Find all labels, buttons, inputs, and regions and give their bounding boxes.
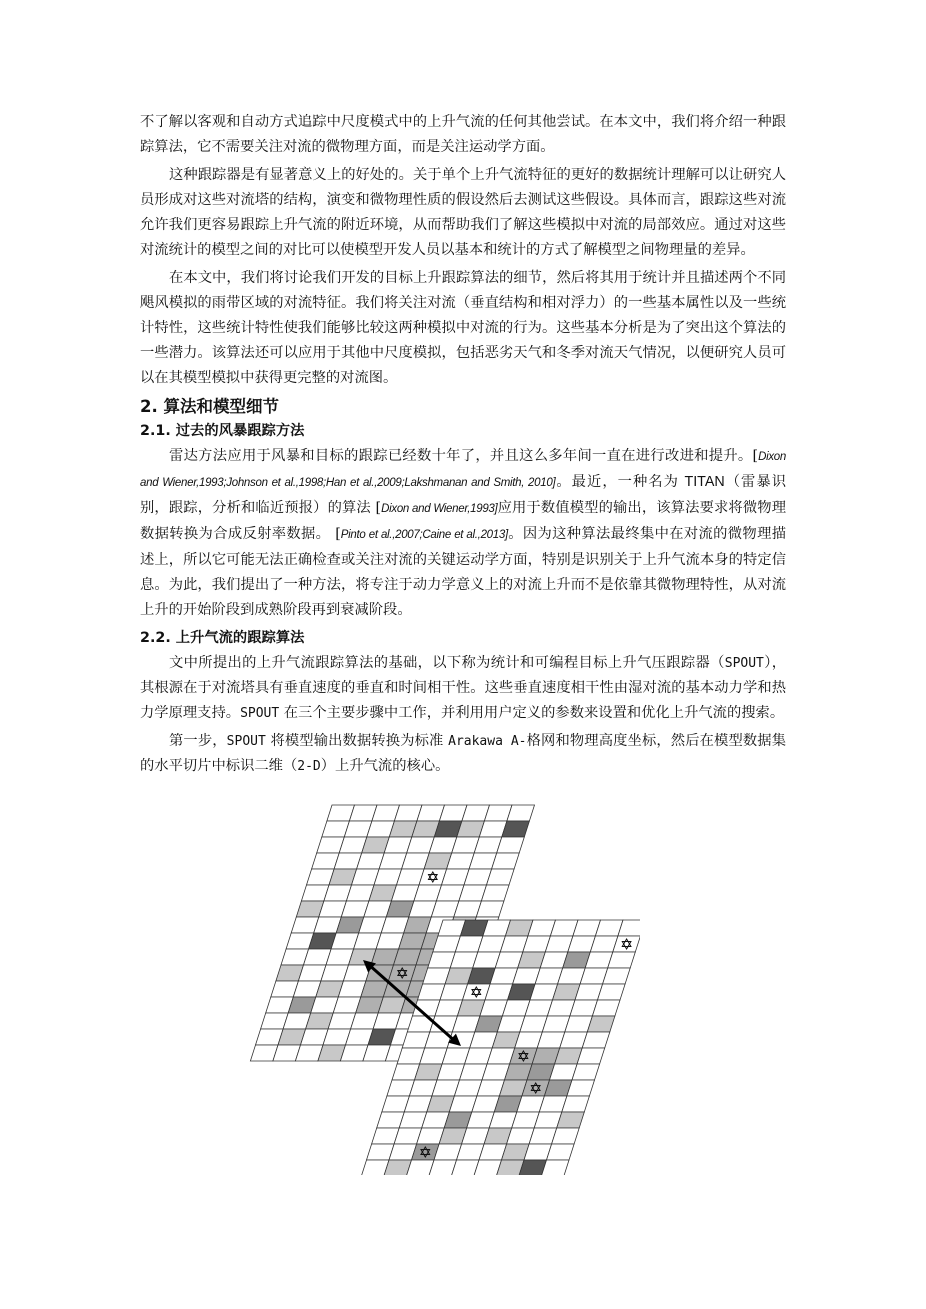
section-2-2-paragraph-2 [140,729,786,779]
grid-cell [547,1144,575,1160]
intro-paragraph-3: 在本文中，我们将讨论我们开发的目标上升跟踪算法的细节，然后将其用于统计并且描述两个不同飓风模拟的雨带区域的对流特征。我们将关注对流（垂直结构和相对浮力）的一些基本属性以及一些统计特性，这些统计特性使我们能够比较这两种模拟中对流的行为。这些基本分析是为了突出这个算法的一些潜力。该算法还可以应用于其他中尺度模拟，包括恶劣天气和冬季对流天气情况，以便研究人员可以在其模型模拟中获得更完整的对流图。 [140,270,786,386]
text-run: 。因为这种算法最终集中在对流的微物理描述上，所以它可能无法正确检查或关注对流的关键运动学方面，特别是识别关于上升气流本身的特定信息。为此，我们提出了一种方法，将专注于动力学意义上的对流上升而不是依靠其微物理特性，从对流上升的开始阶段到成熟阶段再到衰减阶段。 [140,526,787,618]
text-run: 格网和物理高度坐标，然后在模型数据集的水平切片中标识二维（ [140,733,786,774]
grid-cell [507,805,535,821]
text-run: 雷达方法应用于风暴和目标的跟踪已经数十年了，并且这么多年间一直在进行改进和提升。[ [169,448,759,464]
citation-year: ,2007; [392,529,423,541]
grid-cell [567,1080,595,1096]
grid-cell [572,1064,600,1080]
text-run: 。最近，一种名为 [555,474,685,490]
citation-year: , 2010] [521,477,556,489]
citation-author: Dixon and Wiener [381,503,468,515]
intro-paragraph-1: 不了解以客观和自动方式追踪中尺度模式中的上升气流的任何其他尝试。在本文中，我们将介绍一种跟踪算法，它不需要关注对流的微物理方面，而是关注运动学方面。 [140,114,786,155]
grid-cell [582,1032,610,1048]
citation-author: Caine et al. [422,529,478,541]
text-column [140,110,786,782]
grid-cell [552,1128,580,1144]
citation-author: Johnson et al. [226,477,296,489]
grid-cell [598,984,626,1000]
citation-author: Han et al. [325,477,375,489]
grid-cell [492,853,520,869]
text-run: ）上升气流的核心。 [320,758,450,774]
citation-year: ,1993; [196,477,227,489]
text-run: 在三个主要步骤中工作，并利用用户定义的参数来设置和优化上升气流的搜索。 [279,705,785,721]
text-run: 文中所提出的上升气流跟踪算法的基础，以下称为统计和可编程目标上升气压跟踪器（ [169,655,725,671]
section-2-heading: 2. 算法和模型细节 [140,397,279,416]
text-run: （雷暴识别，跟踪，分析和临近预报）的算法 [ [140,474,786,516]
grid-cell [497,837,525,853]
citation-author: Pinto et al. [340,529,393,541]
citation-year: ,2013] [477,529,508,541]
grid-cell [577,1048,605,1064]
grid-cell [587,1016,615,1032]
citation-year: ,1993] [467,503,498,515]
intro-paragraph-2: 这种跟踪器是有显著意义上的好处的。关于单个上升气流特征的更好的数据统计理解可以让研究人员形成对这些对流塔的结构，演变和微物理性质的假设然后去测试这些假设。具体而言，跟踪这些对流允许我们更容易跟踪上升气流的附近环境，从而帮助我们了解这些模拟中对流的局部效应。通过对这些对流统计的模型之间的对比可以使模型开发人员以基本和统计的方式了解模型之间物理量的差异。 [140,167,786,258]
grid-cell [476,901,504,917]
grid-cell [562,1096,590,1112]
grid-cell [592,1000,620,1016]
text-run: 将模型输出数据转换为标准 [265,733,449,749]
section-2-2-heading: 2.2. 上升气流的跟踪算法 [140,630,305,646]
grid-cell [481,885,509,901]
grid-cell [541,1160,569,1175]
grid-cell [557,1112,585,1128]
section-2-2-paragraph-1 [140,651,786,726]
titan-term: TITAN [684,474,725,490]
grid-cell [487,869,515,885]
citation-year: ,1998; [295,477,326,489]
citation-author: Dixon and Wiener [140,451,786,489]
text-run: ），其根源在于对流塔具有垂直速度的垂直和时间相干性。这些垂直速度相干性由湿对流的基本动力学和热力学原理支持。 [140,655,786,721]
updraft-tracking-figure [160,795,640,1175]
grid-cell [608,952,636,968]
arakawa-term: Arakawa A- [448,734,527,749]
citation-year: ,2009; [374,477,405,489]
spout-term: SPOUT [226,734,266,749]
citation-author: Lakshmanan and Smith [404,477,522,489]
spout-term: SPOUT [724,656,764,671]
grid-cell [502,821,530,837]
section-2-1-paragraph [140,444,786,623]
grid-cell [603,968,631,984]
section-2-1-heading: 2.1. 过去的风暴跟踪方法 [140,423,305,439]
spout-term: SPOUT [240,706,280,721]
two-d-term: 2-D [297,759,321,774]
text-run: 应用于数值模型的输出，该算法要求将微物理数据转换为合成反射率数据。 [ [140,500,787,542]
text-run: 第一步， [169,733,227,749]
